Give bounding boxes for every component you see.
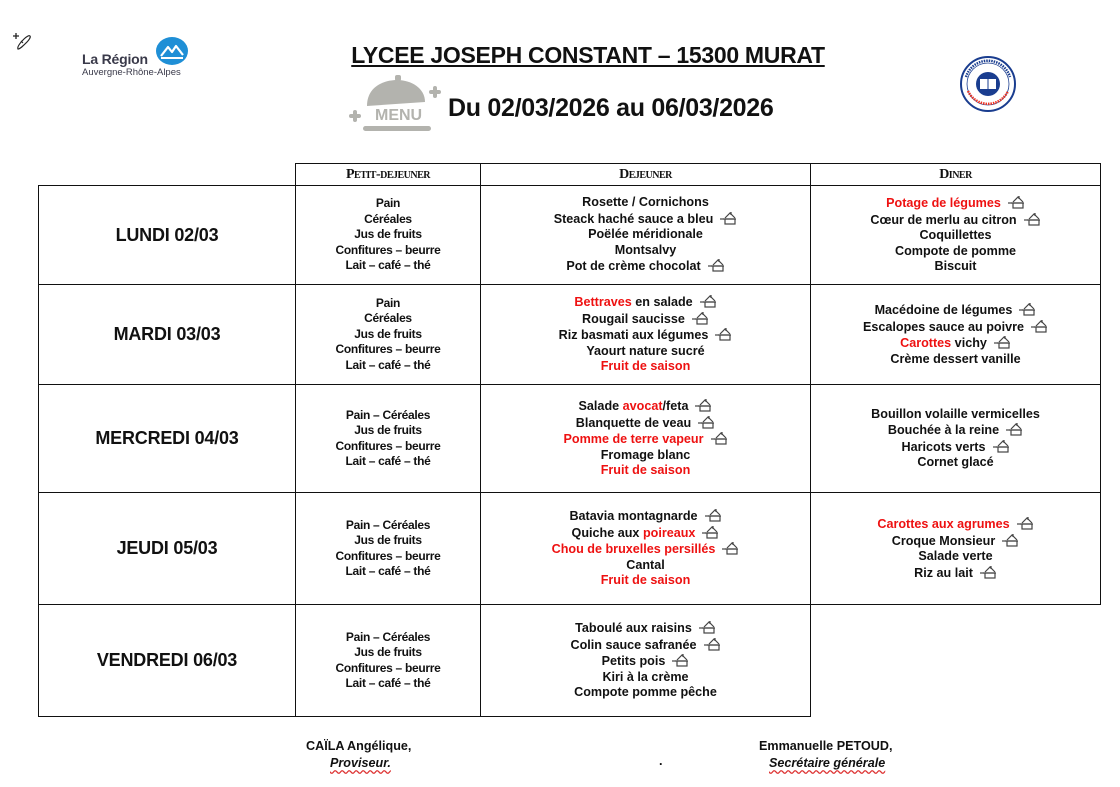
dish-text: Bouillon volaille vermicelles: [871, 406, 1040, 421]
dish-item: [811, 565, 1100, 582]
dish-text: Haricots verts: [901, 439, 986, 454]
dish-text-highlight: Carottes: [900, 336, 952, 350]
dish-text: Biscuit: [934, 259, 977, 274]
signature-left-role: Proviseur.: [330, 756, 391, 770]
homemade-icon: [703, 637, 721, 651]
dish-item: [481, 311, 810, 328]
day-label: JEUDI 05/03: [39, 493, 296, 605]
breakfast-item: Jus de fruits: [354, 533, 422, 547]
dish-item: [481, 243, 810, 259]
dish-item: [481, 573, 810, 589]
dish-item: [811, 533, 1100, 550]
breakfast-item: Confitures – beurre: [335, 438, 441, 453]
dish-text-highlight: Potage de légumes: [886, 196, 1001, 211]
dish-text: Colin sauce safranée: [570, 637, 697, 652]
dish-text: Rosette / Cornichons: [582, 195, 709, 210]
dish-text: Kiri à la crème: [602, 669, 689, 684]
lunch-cell: [481, 285, 811, 385]
header-empty-cell: [39, 164, 296, 186]
homemade-icon: [1018, 302, 1036, 316]
dish-item: [481, 227, 810, 243]
breakfast-item: Pain – Céréales: [345, 629, 431, 644]
breakfast-item: Jus de fruits: [354, 227, 422, 242]
homemade-icon: [671, 653, 689, 667]
breakfast-cell: [296, 186, 481, 285]
dish-text: Batavia montagnarde: [569, 509, 698, 524]
dish-item: [481, 431, 810, 448]
breakfast-item: Confitures – beurre: [335, 548, 441, 563]
region-logo-subtitle: Auvergne-Rhône-Alpes: [82, 67, 181, 78]
column-header-lunch: Dejeuner: [481, 164, 811, 186]
dish-item: [481, 685, 810, 701]
breakfast-item: Lait – café – thé: [345, 564, 431, 578]
dish-item: [481, 670, 810, 686]
dinner-empty-cell: [811, 605, 1101, 717]
dish-text-highlight: avocat: [622, 399, 663, 414]
dish-text-highlight: Chou de bruxelles persillés: [551, 542, 716, 557]
dish-item: [811, 244, 1100, 260]
dish-text-highlight: Fruit de saison: [600, 463, 691, 478]
table-row: [39, 493, 1101, 605]
dish-text: Riz au lait: [914, 565, 973, 580]
homemade-icon: [1030, 319, 1048, 333]
dish-text: Fromage blanc: [600, 447, 691, 462]
dish-item: [811, 195, 1100, 212]
dish-item: [811, 319, 1100, 336]
dish-text: Bouchée à la reine: [887, 423, 1000, 437]
mountain-icon: [156, 37, 188, 65]
lunch-cell: [481, 385, 811, 493]
menu-cloche-icon: [345, 72, 445, 134]
breakfast-item: Céréales: [364, 311, 412, 326]
dish-text: Salade: [578, 399, 623, 414]
dish-text-highlight: Fruit de saison: [600, 573, 691, 588]
dish-item: [481, 294, 810, 311]
homemade-icon: [1001, 533, 1019, 547]
dish-text: vichy: [951, 336, 987, 350]
homemade-icon: [1023, 212, 1041, 226]
dish-item: [481, 463, 810, 479]
table-row: [39, 285, 1101, 385]
breakfast-cell: [296, 605, 481, 717]
homemade-icon: [701, 525, 719, 539]
breakfast-item: Jus de fruits: [354, 645, 422, 659]
dish-text: Cantal: [626, 557, 665, 572]
dish-item: [481, 508, 810, 525]
dish-text: en salade: [631, 295, 693, 310]
homemade-icon: [707, 258, 725, 272]
breakfast-cell: [296, 385, 481, 493]
dish-text: Compote pomme pêche: [574, 685, 717, 700]
menu-table: [38, 163, 1101, 717]
dish-text: Blanquette de veau: [575, 415, 692, 430]
day-label: VENDREDI 06/03: [39, 605, 296, 717]
homemade-icon: [1016, 516, 1034, 530]
dish-text: Salade verte: [918, 549, 993, 563]
dish-text: Poëlée méridionale: [588, 227, 703, 242]
dish-item: [481, 637, 810, 654]
signature-secretaire: [759, 739, 892, 770]
dish-text: Rougail saucisse: [582, 311, 685, 326]
dish-text-highlight: Fruit de saison: [600, 359, 691, 374]
breakfast-item: Lait – café – thé: [345, 676, 431, 690]
dish-item: [811, 407, 1100, 423]
dish-item: [811, 302, 1100, 319]
breakfast-item: Jus de fruits: [354, 423, 422, 437]
homemade-icon: [697, 415, 715, 429]
lunch-cell: [481, 493, 811, 605]
dish-text: Coquillettes: [919, 228, 992, 243]
dish-item: [811, 228, 1100, 244]
breakfast-item: Pain – Céréales: [345, 517, 431, 532]
table-row: [39, 605, 1101, 717]
dish-text-highlight: Carottes aux agrumes: [877, 517, 1010, 531]
day-label: MERCREDI 04/03: [39, 385, 296, 493]
dish-text-highlight: Bettraves: [574, 295, 632, 310]
homemade-icon: [699, 294, 717, 308]
lunch-cell: [481, 186, 811, 285]
dish-item: [481, 344, 810, 360]
dish-item: [481, 359, 810, 375]
dish-text: Crème dessert vanille: [890, 351, 1021, 366]
dish-text-highlight: Pomme de terre vapeur: [563, 432, 704, 447]
dish-text: Macédoine de légumes: [874, 303, 1013, 317]
breakfast-item: Pain: [375, 295, 401, 310]
dish-item: [481, 558, 810, 574]
dish-text: Escalopes sauce au poivre: [862, 319, 1024, 334]
day-label: MARDI 03/03: [39, 285, 296, 385]
signature-middle-dot: .: [659, 754, 663, 768]
homemade-icon: [719, 211, 737, 225]
magic-wand-icon[interactable]: [12, 30, 34, 52]
table-row: [39, 186, 1101, 285]
dish-text: Pot de crème chocolat: [566, 259, 701, 274]
homemade-icon: [992, 439, 1010, 453]
homemade-icon: [694, 398, 712, 412]
dish-item: [811, 352, 1100, 368]
breakfast-item: Pain: [375, 196, 401, 211]
signature-right-name: Emmanuelle PETOUD,: [759, 739, 893, 753]
dinner-cell: [811, 493, 1101, 605]
breakfast-item: Confitures – beurre: [335, 342, 441, 357]
dish-item: [481, 525, 810, 542]
dish-item: [811, 455, 1100, 471]
dish-text: Petits pois: [601, 654, 666, 669]
ecole-confiance-seal: [956, 55, 1020, 113]
breakfast-item: Confitures – beurre: [335, 660, 441, 675]
dish-text: Yaourt nature sucré: [586, 343, 705, 358]
region-logo: [80, 36, 192, 80]
dish-item: [811, 335, 1100, 352]
page-title: LYCEE JOSEPH CONSTANT – 15300 MURAT: [351, 42, 825, 68]
homemade-icon: [721, 541, 739, 555]
dinner-cell: [811, 186, 1101, 285]
table-row: [39, 385, 1101, 493]
dish-item: [481, 258, 810, 275]
column-header-breakfast: Petit-dejeuner: [296, 164, 481, 186]
homemade-icon: [714, 327, 732, 341]
dish-text-highlight: poireaux: [642, 525, 696, 540]
homemade-icon: [691, 311, 709, 325]
region-logo-name: La Région: [82, 51, 148, 67]
dish-item: [481, 398, 810, 415]
breakfast-item: Pain – Céréales: [345, 407, 431, 422]
column-header-dinner: Diner: [811, 164, 1101, 186]
dish-item: [481, 620, 810, 637]
dish-item: [811, 259, 1100, 275]
breakfast-cell: [296, 285, 481, 385]
breakfast-item: Lait – café – thé: [345, 454, 431, 468]
week-dates: Du 02/03/2026 au 06/03/2026: [448, 94, 774, 122]
day-label: LUNDI 02/03: [39, 186, 296, 285]
dish-text: /feta: [662, 399, 689, 414]
dish-text: Quiche aux: [571, 525, 643, 540]
dish-item: [481, 211, 810, 228]
dish-item: [481, 541, 810, 558]
dish-text: Riz basmati aux légumes: [558, 328, 709, 343]
breakfast-item: Lait – café – thé: [345, 258, 431, 273]
breakfast-item: Céréales: [364, 211, 412, 226]
dish-item: [811, 516, 1100, 533]
homemade-icon: [704, 508, 722, 522]
homemade-icon: [979, 565, 997, 579]
dish-text: Taboulé aux raisins: [575, 621, 692, 636]
dish-item: [481, 653, 810, 670]
homemade-icon: [993, 335, 1011, 349]
dish-text: Steack haché sauce a bleu: [553, 211, 714, 226]
breakfast-cell: [296, 493, 481, 605]
breakfast-item: Jus de fruits: [354, 326, 422, 341]
lunch-cell: [481, 605, 811, 717]
homemade-icon: [710, 431, 728, 445]
dinner-cell: [811, 285, 1101, 385]
dish-item: [811, 422, 1100, 439]
dish-item: [811, 549, 1100, 565]
dish-text: Montsalvy: [614, 242, 677, 257]
breakfast-item: Confitures – beurre: [335, 242, 441, 257]
dish-text: Croque Monsieur: [891, 533, 996, 548]
signature-proviseur: [306, 739, 411, 770]
dish-item: [481, 327, 810, 344]
dish-text: Cœur de merlu au citron: [870, 212, 1017, 227]
menu-logo-text: MENU: [375, 107, 423, 124]
dish-item: [481, 448, 810, 464]
table-header-row: [39, 164, 1101, 186]
signature-right-role: Secrétaire générale: [769, 756, 886, 770]
breakfast-item: Lait – café – thé: [345, 357, 431, 372]
dish-text: Cornet glacé: [917, 455, 994, 469]
dinner-cell: [811, 385, 1101, 493]
signature-left-name: CAÏLA Angélique,: [306, 739, 412, 753]
dish-item: [811, 212, 1100, 229]
dish-item: [811, 439, 1100, 456]
homemade-icon: [1007, 195, 1025, 209]
homemade-icon: [698, 620, 716, 634]
dish-text: Compote de pomme: [894, 243, 1017, 258]
dish-item: [481, 195, 810, 211]
homemade-icon: [1005, 422, 1023, 436]
dish-item: [481, 415, 810, 432]
